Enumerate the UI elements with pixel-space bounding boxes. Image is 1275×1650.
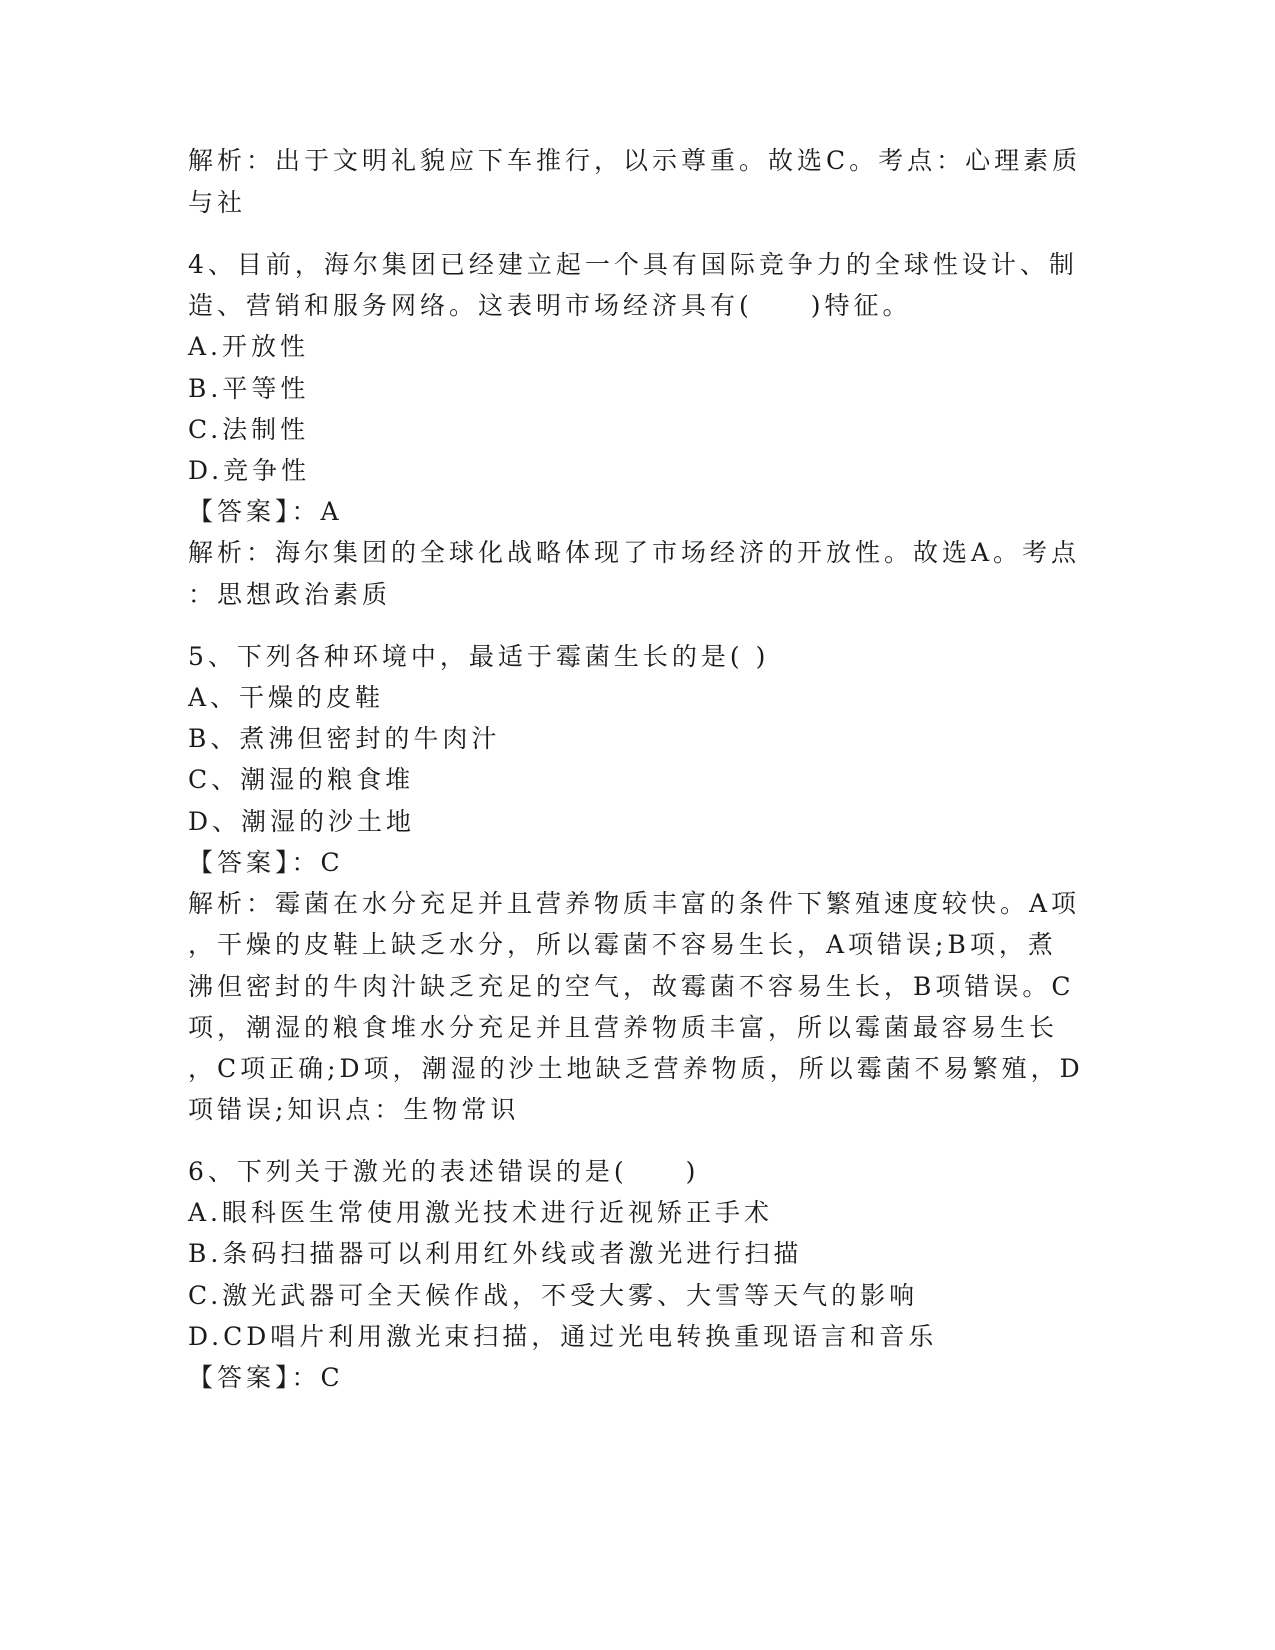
analysis-line: 解析：出于文明礼貌应下车推行，以示尊重。故选C。考点：心理素质 xyxy=(188,146,1082,175)
option-c: C.激光武器可全天候作战，不受大雾、大雪等天气的影响 xyxy=(188,1281,919,1310)
analysis-line: 项，潮湿的粮食堆水分充足并且营养物质丰富，所以霉菌最容易生长 xyxy=(188,1013,1059,1042)
question-text-line: 6、下列关于激光的表述错误的是( ) xyxy=(188,1157,700,1186)
option-b: B.条码扫描器可以利用红外线或者激光进行扫描 xyxy=(188,1239,803,1268)
analysis-line: 项错误;知识点：生物常识 xyxy=(188,1095,520,1124)
option-a: A.眼科医生常使用激光技术进行近视矫正手术 xyxy=(188,1198,774,1227)
option-b: B.平等性 xyxy=(188,374,310,403)
option-d: D、潮湿的沙土地 xyxy=(188,807,416,836)
analysis-line: 沸但密封的牛肉汁缺乏充足的空气，故霉菌不容易生长，B项错误。C xyxy=(188,972,1075,1001)
option-d: D.CD唱片利用激光束扫描，通过光电转换重现语言和音乐 xyxy=(188,1322,938,1351)
question-text-line: 5、下列各种环境中，最适于霉菌生长的是( ) xyxy=(188,642,770,671)
analysis-line: 解析：海尔集团的全球化战略体现了市场经济的开放性。故选A。考点 xyxy=(188,538,1081,567)
analysis-line: ，干燥的皮鞋上缺乏水分，所以霉菌不容易生长，A项错误;B项，煮 xyxy=(188,930,1057,959)
analysis-line: 解析：霉菌在水分充足并且营养物质丰富的条件下繁殖速度较快。A项 xyxy=(188,889,1081,918)
option-b: B、煮沸但密封的牛肉汁 xyxy=(188,724,501,753)
answer: 【答案】：A xyxy=(188,497,343,526)
option-a: A、干燥的皮鞋 xyxy=(188,683,385,712)
analysis-line: 与社 xyxy=(188,188,247,217)
option-c: C、潮湿的粮食堆 xyxy=(188,765,415,794)
option-a: A.开放性 xyxy=(188,332,310,361)
option-d: D.竞争性 xyxy=(188,456,311,485)
answer: 【答案】：C xyxy=(188,848,344,877)
question-text-line: 4、目前，海尔集团已经建立起一个具有国际竞争力的全球性设计、制 xyxy=(188,250,1078,279)
question-text-line: 造、营销和服务网络。这表明市场经济具有( )特征。 xyxy=(188,291,912,320)
answer: 【答案】：C xyxy=(188,1363,344,1392)
analysis-line: ，C项正确;D项，潮湿的沙土地缺乏营养物质，所以霉菌不易繁殖，D xyxy=(188,1054,1084,1083)
analysis-line: ：思想政治素质 xyxy=(188,580,392,609)
option-c: C.法制性 xyxy=(188,415,310,444)
